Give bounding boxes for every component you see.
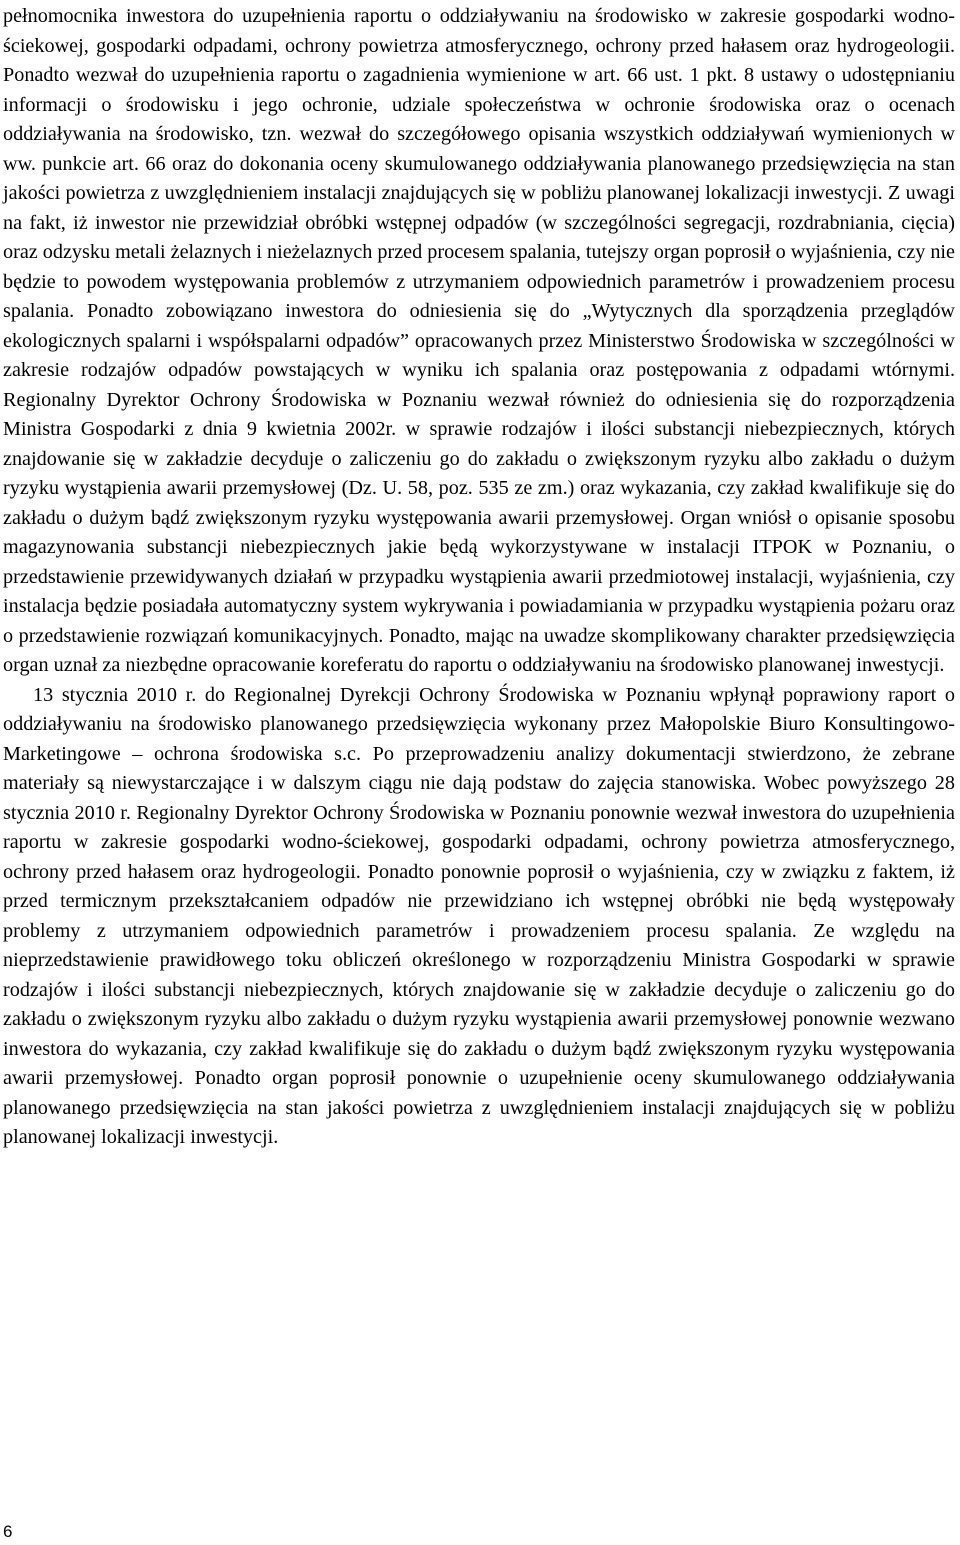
paragraph-1: pełnomocnika inwestora do uzupełnienia raportu o oddziaływaniu na środowisko w zakresie gospodarki wodno-ściekowej, gospodarki odpadami, ochrony powietrza atmosferycznego, ochrony przed hałasem oraz hydrogeologii. Ponadto wezwał do uzupełnienia raportu o zagadnienia wymienione w art. 66 ust. 1 pkt. 8 ustawy o udostępnianiu informacji o środowisku i jego ochronie, udziale społeczeństwa w ochronie środowiska oraz o ocenach oddziaływania na środowisko, tzn. wezwał do szczegółowego opisania wszystkich oddziaływań wymienionych w ww. punkcie art. 66 oraz do dokonania oceny skumulowanego oddziaływania planowanego przedsięwzięcia na stan jakości powietrza z uwzględnieniem instalacji znajdujących się w pobliżu planowanej lokalizacji inwestycji. Z uwagi na fakt, iż inwestor nie przewidział obróbki wstępnej odpadów (w szczególności segregacji, rozdrabniania, cięcia) oraz odzysku metali żelaznych i nieżelaznych przed procesem spalania, tutejszy organ poprosił o wyjaśnienia, czy nie będzie to powodem występowania problemów z utrzymaniem odpowiednich parametrów i prowadzeniem procesu spalania. Ponadto zobowiązano inwestora do odniesienia się do „Wytycznych dla sporządzenia przeglądów ekologicznych spalarni i współspalarni odpadów” opracowanych przez Ministerstwo Środowiska w szczególności w zakresie rodzajów odpadów powstających w wyniku ich spalania oraz postępowania z odpadami wtórnymi. Regionalny Dyrektor Ochrony Środowiska w Poznaniu wezwał również do odniesienia się do rozporządzenia Ministra Gospodarki z dnia 9 kwietnia 2002r. w sprawie rodzajów i ilości substancji niebezpiecznych, których znajdowanie się w zakładzie decyduje o zaliczeniu go do zakładu o zwiększonym ryzyku albo zakładu o dużym ryzyku wystąpienia awarii przemysłowej (Dz. U. 58, poz. 535 ze zm.) oraz wykazania, czy zakład kwalifikuje się do zakładu o dużym bądź zwiększonym ryzyku występowania awarii przemysłowej. Organ wniósł o opisanie sposobu magazynowania substancji niebezpiecznych jakie będą wykorzystywane w instalacji ITPOK w Poznaniu, o przedstawienie przewidywanych działań w przypadku wystąpienia awarii przedmiotowej instalacji, wyjaśnienia, czy instalacja będzie posiadała automatyczny system wykrywania i powiadamiania w przypadku wystąpienia pożaru oraz o przedstawienie rozwiązań komunikacyjnych. Ponadto, mając na uwadze skomplikowany charakter przedsięwzięcia organ uznał za niezbędne opracowanie koreferatu do raportu o oddziaływaniu na środowisko planowanej inwestycji. — [3, 5, 955, 676]
page-number: 6 — [3, 1522, 13, 1541]
paragraph-2: 13 stycznia 2010 r. do Regionalnej Dyrekcji Ochrony Środowiska w Poznaniu wpłynął poprawiony raport o oddziaływaniu na środowisko planowanego przedsięwzięcia wykonany przez Małopolskie Biuro Konsultingowo-Marketingowe – ochrona środowiska s.c. Po przeprowadzeniu analizy dokumentacji stwierdzono, że zebrane materiały są niewystarczające i w dalszym ciągu nie dają podstaw do zajęcia stanowiska. Wobec powyższego 28 stycznia 2010 r. Regionalny Dyrektor Ochrony Środowiska w Poznaniu ponownie wezwał inwestora do uzupełnienia raportu w zakresie gospodarki wodno-ściekowej, gospodarki odpadami, ochrony powietrza atmosferycznego, ochrony przed hałasem oraz hydrogeologii. Ponadto ponownie poprosił o wyjaśnienia, czy w związku z faktem, iż przed termicznym przekształcaniem odpadów nie przewidziano ich wstępnej obróbki nie będą występowały problemy z utrzymaniem odpowiednich parametrów i prowadzeniem procesu spalania. Ze względu na nieprzedstawienie prawidłowego toku obliczeń określonego w rozporządzeniu Ministra Gospodarki w sprawie rodzajów i ilości substancji niebezpiecznych, których znajdowanie się w zakładzie decyduje o zaliczeniu go do zakładu o zwiększonym ryzyku albo zakładu o dużym ryzyku wystąpienia awarii przemysłowej ponownie wezwano inwestora do wykazania, czy zakład kwalifikuje się do zakładu o dużym bądź zwiększonym ryzyku występowania awarii przemysłowej. Ponadto organ poprosił ponownie o uzupełnienie oceny skumulowanego oddziaływania planowanego przedsięwzięcia na stan jakości powietrza z uwzględnieniem instalacji znajdujących się w pobliżu planowanej lokalizacji inwestycji. — [3, 683, 955, 1148]
document-body — [3, 2, 955, 1153]
